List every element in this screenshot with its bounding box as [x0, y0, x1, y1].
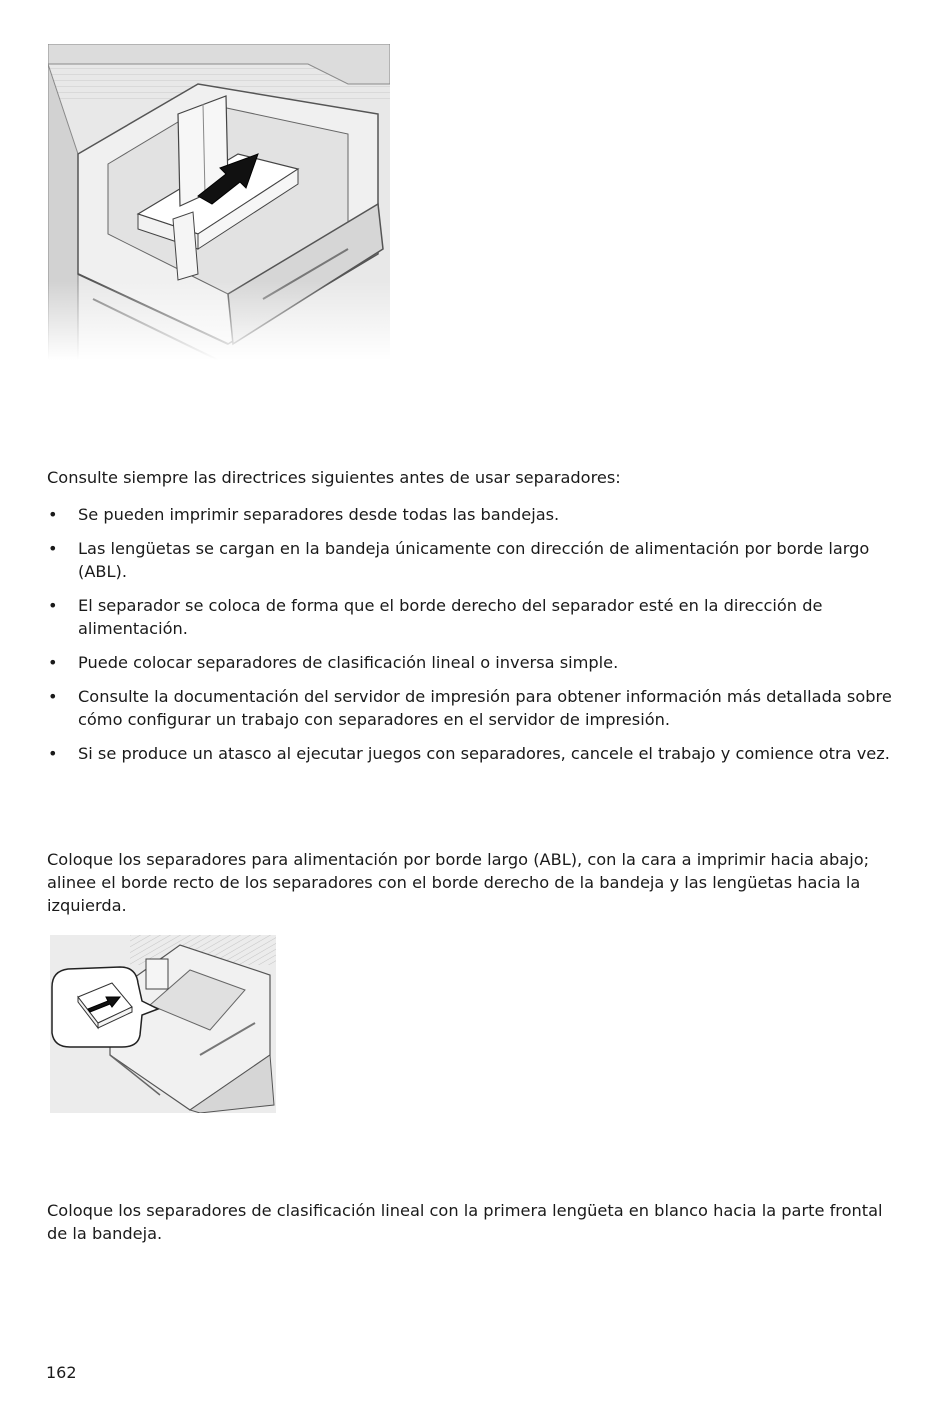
list-item [47, 537, 907, 583]
bullet-symbol: • [48, 687, 58, 706]
tray-illustration-guides [48, 44, 390, 360]
bullet-symbol: • [48, 596, 58, 615]
list-item-text: Las lengüetas se cargan en la bandeja únicamente con dirección de alimentación por borde largo (ABL). [78, 539, 870, 581]
guidelines-list [47, 503, 907, 776]
list-item [47, 651, 907, 674]
list-item [47, 685, 907, 731]
list-item [47, 594, 907, 640]
linear-order-instructions: Coloque los separadores de clasificación lineal con la primera lengüeta en blanco hacia la parte frontal de la bandeja. [47, 1201, 883, 1243]
abl-loading-instructions: Coloque los separadores para alimentación por borde largo (ABL), con la cara a imprimir hacia abajo; alinee el borde recto de los separadores con el borde derecho de la bandeja y las lengüetas hacia la izquierda. [47, 850, 870, 915]
list-item-text: El separador se coloca de forma que el borde derecho del separador esté en la dirección de alimentación. [78, 596, 823, 638]
list-item-text: Se pueden imprimir separadores desde todas las bandejas. [78, 505, 560, 524]
tray-illustration-callout [50, 935, 276, 1113]
intro-text: Consulte siempre las directrices siguientes antes de usar separadores: [47, 468, 621, 487]
bullet-symbol: • [48, 744, 58, 763]
list-item [47, 503, 907, 526]
list-item-text: Consulte la documentación del servidor de impresión para obtener información más detallada sobre cómo configurar un trabajo con separadores en el servidor de impresión. [78, 687, 892, 729]
page-number: 162 [46, 1363, 77, 1382]
bullet-symbol: • [48, 653, 58, 672]
bullet-symbol: • [48, 505, 58, 524]
list-item-text: Si se produce un atasco al ejecutar juegos con separadores, cancele el trabajo y comience otra vez. [78, 744, 890, 763]
list-item [47, 742, 907, 765]
bullet-symbol: • [48, 539, 58, 558]
list-item-text: Puede colocar separadores de clasificación lineal o inversa simple. [78, 653, 619, 672]
